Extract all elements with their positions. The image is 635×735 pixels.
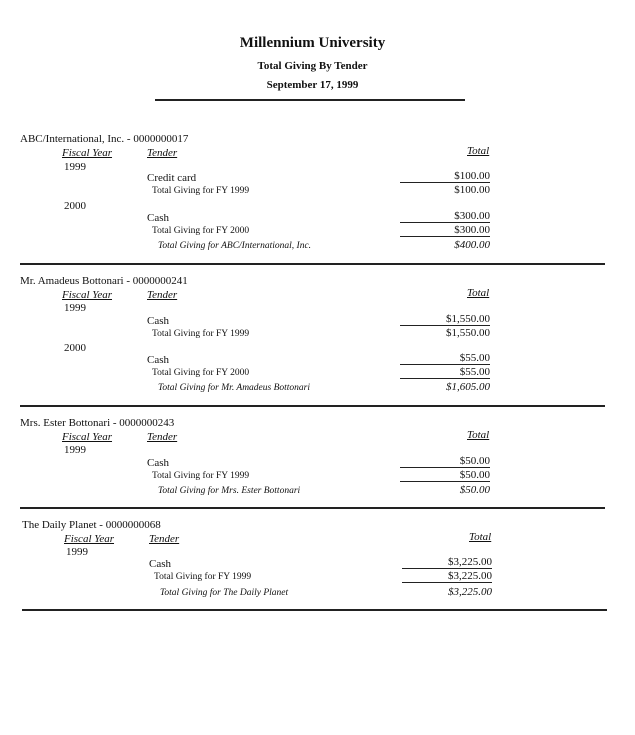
fy-subtotal-label: Total Giving for FY 1999 bbox=[152, 471, 250, 481]
fiscal-year: 1999 bbox=[66, 546, 88, 558]
donor-name: The Daily Planet - 0000000068 bbox=[22, 519, 161, 531]
tender-type: Credit card bbox=[147, 172, 197, 184]
donor-total-amount: $1,605.00 bbox=[446, 381, 490, 393]
tender-header: Tender bbox=[147, 289, 178, 301]
tender-amount: $1,550.00 bbox=[400, 313, 490, 326]
tender-header: Tender bbox=[149, 533, 180, 545]
tender-amount: $300.00 bbox=[400, 210, 490, 223]
total-header: Total bbox=[467, 429, 490, 441]
fy-subtotal-amount: $50.00 bbox=[400, 469, 490, 482]
fiscal-year: 2000 bbox=[64, 342, 86, 354]
tender-amount: $55.00 bbox=[400, 352, 490, 365]
total-header: Total bbox=[467, 145, 490, 157]
donor-total-amount: $50.00 bbox=[459, 484, 490, 496]
section-divider bbox=[20, 405, 605, 407]
tender-type: Cash bbox=[149, 558, 171, 570]
donor-name: Mrs. Ester Bottonari - 0000000243 bbox=[20, 417, 175, 429]
tender-type: Cash bbox=[147, 354, 169, 366]
report-title: Millennium University bbox=[239, 35, 386, 51]
fy-subtotal-label: Total Giving for FY 2000 bbox=[152, 368, 250, 378]
fiscal-year-header: Fiscal Year bbox=[62, 289, 113, 301]
tender-header: Tender bbox=[147, 431, 178, 443]
fy-subtotal-label: Total Giving for FY 2000 bbox=[152, 226, 250, 236]
donor-total-label: Total Giving for Mr. Amadeus Bottonari bbox=[158, 383, 311, 393]
report-date: September 17, 1999 bbox=[266, 79, 359, 91]
fiscal-year-header: Fiscal Year bbox=[62, 431, 113, 443]
tender-header: Tender bbox=[147, 147, 178, 159]
donor-total-amount: $3,225.00 bbox=[448, 586, 492, 598]
total-header: Total bbox=[469, 531, 492, 543]
tender-amount: $100.00 bbox=[400, 170, 490, 183]
donor-name: ABC/International, Inc. - 0000000017 bbox=[20, 133, 189, 145]
donor-total-amount: $400.00 bbox=[454, 239, 490, 251]
fiscal-year: 1999 bbox=[64, 161, 86, 173]
tender-amount: $50.00 bbox=[400, 455, 490, 468]
fy-subtotal-amount: $300.00 bbox=[400, 224, 490, 237]
fy-subtotal-label: Total Giving for FY 1999 bbox=[152, 329, 250, 339]
fy-subtotal-amount: $1,550.00 bbox=[446, 327, 490, 339]
donor-total-label: Total Giving for Mrs. Ester Bottonari bbox=[158, 486, 301, 496]
fy-subtotal-amount: $55.00 bbox=[400, 366, 490, 379]
tender-type: Cash bbox=[147, 457, 169, 469]
fy-subtotal-amount: $3,225.00 bbox=[402, 570, 492, 583]
section-divider bbox=[20, 263, 605, 265]
tender-type: Cash bbox=[147, 212, 169, 224]
section-divider bbox=[22, 609, 607, 611]
fiscal-year: 1999 bbox=[64, 302, 86, 314]
tender-type: Cash bbox=[147, 315, 169, 327]
fy-subtotal-label: Total Giving for FY 1999 bbox=[154, 572, 252, 582]
fy-subtotal-amount: $100.00 bbox=[454, 184, 490, 196]
fiscal-year-header: Fiscal Year bbox=[64, 533, 115, 545]
tender-amount: $3,225.00 bbox=[402, 556, 492, 569]
fiscal-year-header: Fiscal Year bbox=[62, 147, 113, 159]
total-header: Total bbox=[467, 287, 490, 299]
fy-subtotal-label: Total Giving for FY 1999 bbox=[152, 186, 250, 196]
header-divider bbox=[155, 99, 465, 101]
donor-total-label: Total Giving for The Daily Planet bbox=[160, 588, 289, 598]
fiscal-year: 1999 bbox=[64, 444, 86, 456]
report-subtitle: Total Giving By Tender bbox=[257, 60, 368, 72]
donor-name: Mr. Amadeus Bottonari - 0000000241 bbox=[20, 275, 188, 287]
donor-total-label: Total Giving for ABC/International, Inc. bbox=[158, 241, 312, 251]
fiscal-year: 2000 bbox=[64, 200, 86, 212]
section-divider bbox=[20, 507, 605, 509]
